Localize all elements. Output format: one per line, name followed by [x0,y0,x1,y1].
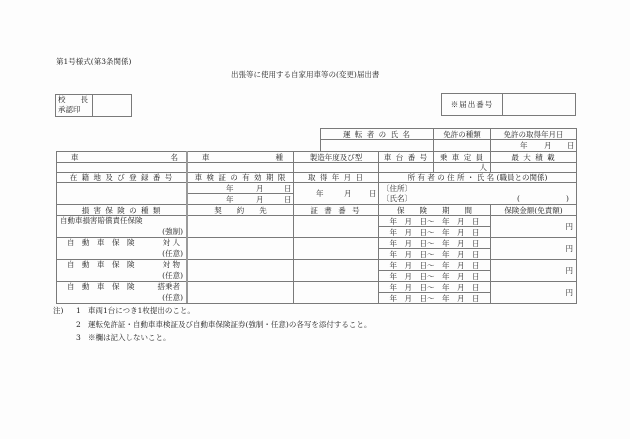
insurance-type-name: 自 動 車 保 険 [67,282,135,291]
insurer-field-3[interactable] [188,260,293,281]
month-label: 月 [256,183,264,193]
insurance-type-property [57,260,186,281]
owner-field[interactable] [379,183,576,204]
note-2-text: 運転免許証・自動車車検証及び自動車保険証券(強制・任意)の各写を添付すること。 [88,320,372,329]
license-date-field[interactable] [491,140,576,151]
vehicle-type-field[interactable] [188,163,293,172]
form-number: 第1号様式(第3条関係) [56,57,132,66]
insured-amount-header: 保険金額(免責額) [504,205,563,215]
note-1-number: 1 [76,306,81,315]
driver-name-header: 運 転 者 の 氏 名 [343,129,411,139]
license-type-field[interactable] [434,140,490,151]
insurance-period-1a[interactable]: 年 月 日〜 年 月 日 [389,216,480,226]
notes-label: 注) [53,306,64,315]
insurance-type-kind: 対 人 [162,238,180,247]
insurer-field-2[interactable] [188,238,293,259]
max-load-header: 最 大 積 載 [511,152,556,162]
approval-label-line1: 校 長 [58,95,88,104]
insured-amount-field-4[interactable] [491,282,576,303]
policy-number-field-2[interactable] [294,238,378,259]
day-label: 日 [369,189,377,198]
insured-amount-field-3[interactable] [491,260,576,281]
relation-paren-open: ( [517,194,520,203]
note-2-number: 2 [76,320,81,329]
owner-address-label: 〔住所〕 [382,184,412,193]
inspection-expiry-header: 車 検 証 の 有 効 期 限 [194,173,287,182]
vehicle-type-header-b: 種 [275,152,283,162]
month-label: 月 [256,194,264,204]
insurance-type-compulsory [57,216,186,237]
day-label: 日 [284,194,292,204]
owner-header: 所 有 者 の 住 所 ・ 氏 名 (職員との関係) [407,173,548,182]
registration-field[interactable] [57,183,186,204]
yen-unit: 円 [565,244,573,253]
year-label: 年 [226,183,234,193]
note-1-text: 車両1台につき1枚提出のこと。 [88,306,195,315]
insurer-header: 契 約 先 [214,205,267,215]
acquisition-date-header: 取 得 年 月 日 [307,173,365,182]
vehicle-type-header [188,152,293,162]
max-load-field[interactable] [491,163,576,172]
insurance-type-header: 損 害 保 険 の 種 類 [81,205,162,215]
driver-name-field[interactable] [321,140,433,151]
year-label: 年 [520,141,528,150]
insurance-period-2a[interactable]: 年 月 日〜 年 月 日 [389,238,480,248]
insurance-period-3b[interactable]: 年 月 日〜 年 月 日 [389,271,480,281]
inspection-expiry-date-2[interactable] [188,194,293,204]
license-date-header: 免許の取得年月日 [503,129,564,139]
model-year-field[interactable] [294,163,378,172]
insurance-period-header: 保 険 期 間 [397,205,472,215]
capacity-header: 乗 車 定 員 [439,152,485,162]
chassis-number-header: 車 台 番 号 [383,152,429,162]
persons-unit: 人 [479,163,487,172]
insurance-type-kind: 対 物 [162,260,180,269]
acquisition-date-field[interactable] [294,183,378,204]
vehicle-type-header-a: 車 [202,152,210,162]
approval-label-line2: 承認印 [58,105,81,114]
note-3-text: ※欄は記入しないこと。 [88,333,171,342]
insurance-type-sub: (任意) [162,293,183,302]
insurance-type-name: 自動車損害賠償責任保険 [60,216,143,225]
insurance-type-sub: (任意) [162,249,183,258]
vehicle-name-header [57,152,186,162]
vehicle-name-header-b: 名 [170,152,178,162]
receipt-number-label: ※届出番号 [450,100,494,109]
insurance-type-sub: (強制) [162,227,183,236]
approval-stamp-field[interactable] [93,95,131,116]
insurance-period-1b[interactable]: 年 月 日〜 年 月 日 [389,227,480,237]
yen-unit: 円 [565,266,573,275]
policy-number-field-3[interactable] [294,260,378,281]
registration-header: 在 籍 地 及 び 登 録 番 号 [69,173,174,182]
policy-number-field-1[interactable] [294,216,378,237]
owner-name-label: 〔氏名〕 [382,194,412,203]
insured-amount-field-2[interactable] [491,238,576,259]
policy-number-header: 証 書 番 号 [310,205,362,215]
capacity-field[interactable] [434,163,490,172]
day-label: 日 [567,141,575,150]
day-label: 日 [284,183,292,193]
insurance-type-sub: (任意) [162,271,183,280]
note-3-number: 3 [76,333,81,342]
relation-paren-close: ) [566,194,569,203]
vehicle-name-header-a: 車 [71,152,79,162]
insurance-type-kind: 搭乗者 [157,282,180,291]
insurance-type-bodily [57,238,186,259]
license-type-header: 免許の種類 [443,129,481,139]
yen-unit: 円 [565,222,573,231]
year-label: 年 [226,194,234,204]
insurance-period-2b[interactable]: 年 月 日〜 年 月 日 [389,249,480,259]
yen-unit: 円 [565,288,573,297]
insurance-period-4a[interactable]: 年 月 日〜 年 月 日 [389,282,480,292]
insurer-field-1[interactable] [188,216,293,237]
insurance-type-passenger [57,282,186,303]
inspection-expiry-date-1[interactable] [188,183,293,193]
insurance-period-3a[interactable]: 年 月 日〜 年 月 日 [389,260,480,270]
insured-amount-field-1[interactable] [491,216,576,237]
vehicle-name-field[interactable] [57,163,186,172]
year-label: 年 [316,189,324,198]
insurance-type-name: 自 動 車 保 険 [67,238,135,247]
insurer-field-4[interactable] [188,282,293,303]
model-year-header: 製造年度及び型 [309,152,363,162]
policy-number-field-4[interactable] [294,282,378,303]
month-label: 月 [344,189,352,198]
chassis-number-field[interactable] [379,163,433,172]
form-title: 出張等に使用する自家用車等の(変更)届出書 [231,70,380,79]
receipt-number-field[interactable] [503,94,575,115]
insurance-period-4b[interactable]: 年 月 日〜 年 月 日 [389,293,480,303]
insurance-type-name: 自 動 車 保 険 [67,260,135,269]
month-label: 月 [544,141,552,150]
